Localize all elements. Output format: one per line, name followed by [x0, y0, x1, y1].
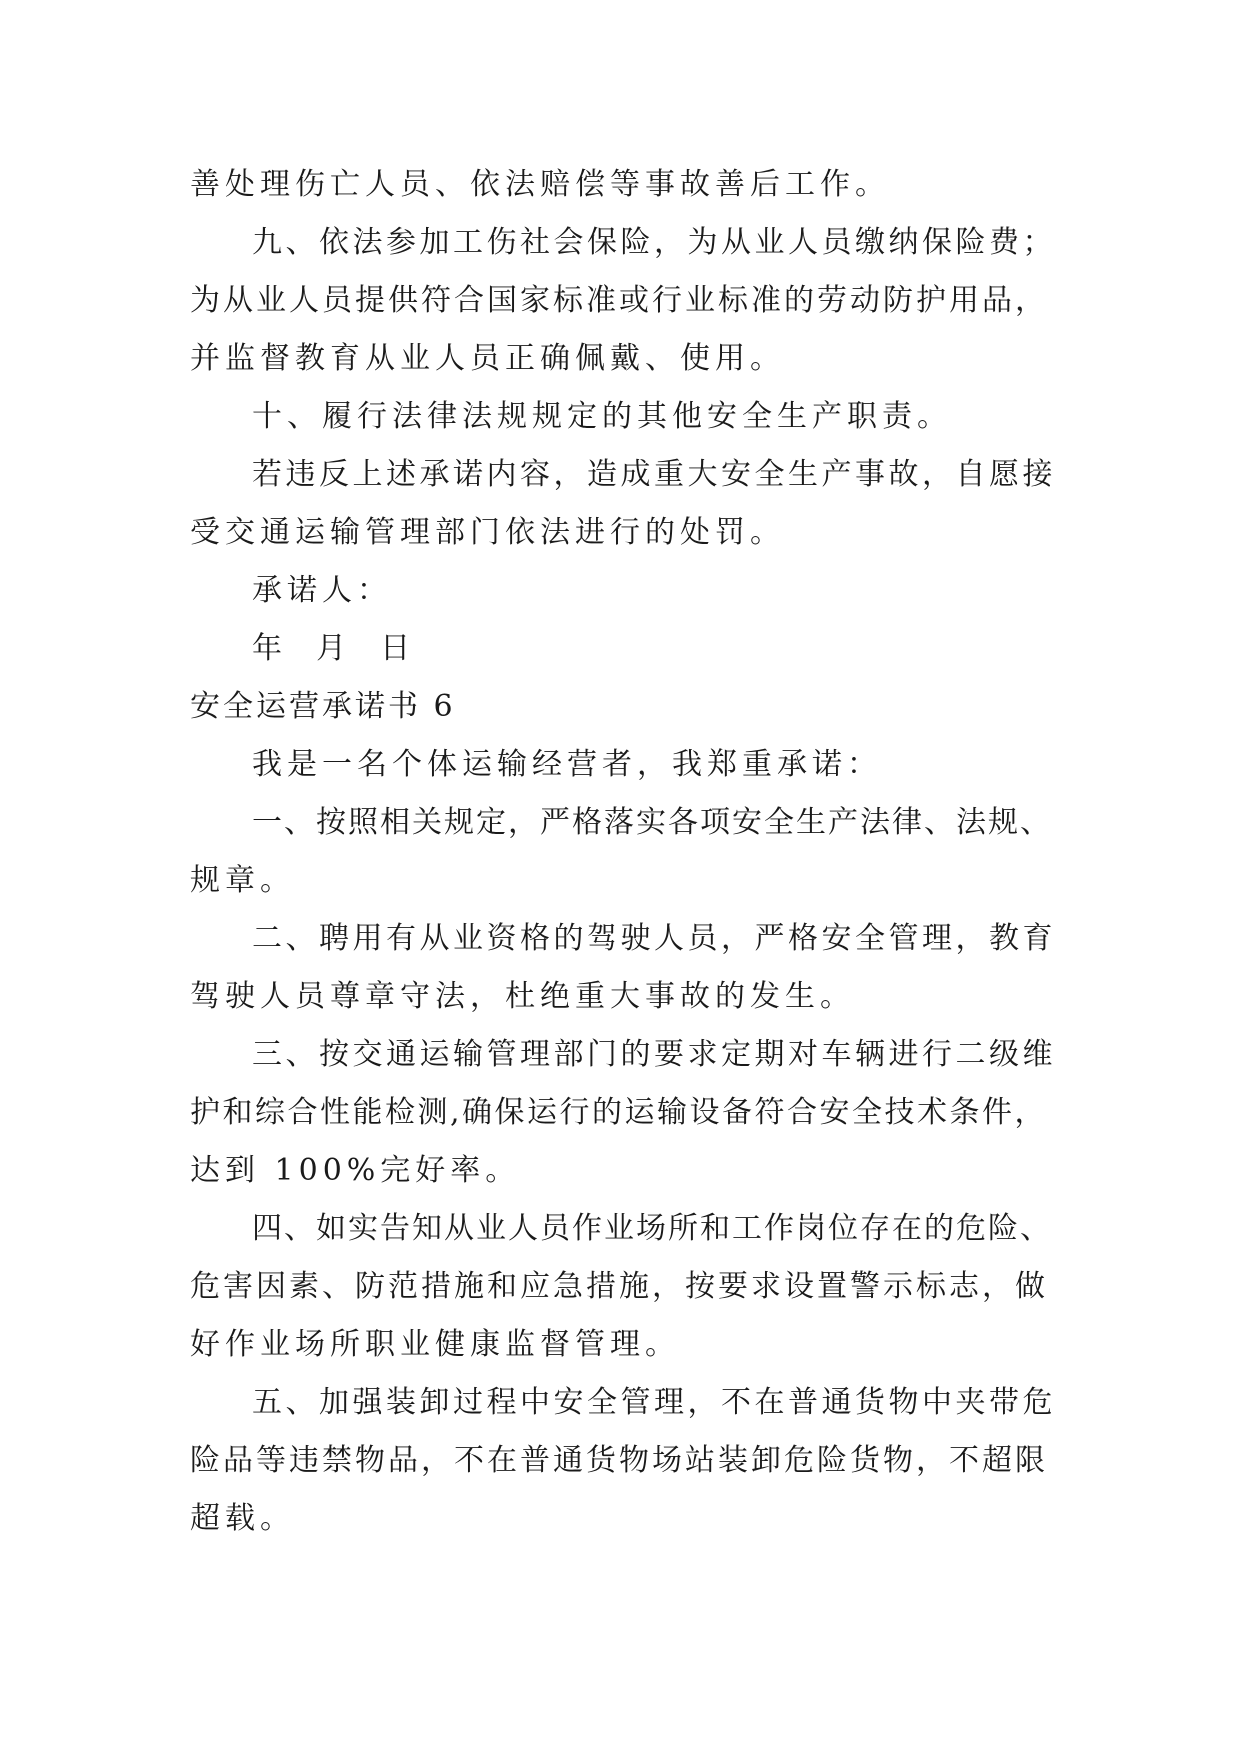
text-line: 我是一名个体运输经营者，我郑重承诺： — [252, 747, 882, 782]
text-line: 四、如实告知从业人员作业场所和工作岗位存在的危险、 — [252, 1211, 1052, 1246]
text-line: 一、按照相关规定，严格落实各项安全生产法律、法规、 — [252, 805, 1052, 840]
text-line: 受交通运输管理部门依法进行的处罚。 — [190, 515, 785, 550]
text-line: 九、依法参加工伤社会保险，为从业人员缴纳保险费； — [252, 225, 1056, 260]
text-line: 若违反上述承诺内容，造成重大安全生产事故，自愿接 — [252, 457, 1056, 492]
section-heading: 安全运营承诺书 6 — [190, 689, 456, 724]
date-line: 年 月 日 — [252, 631, 416, 666]
text-line: 险品等违禁物品，不在普通货物场站装卸危险货物，不超限 — [190, 1443, 1048, 1478]
signature-label: 承诺人： — [252, 573, 392, 608]
document-body — [190, 156, 1060, 1548]
text-line: 超载。 — [190, 1501, 295, 1536]
text-line: 驾驶人员尊章守法，杜绝重大事故的发生。 — [190, 979, 855, 1014]
text-line: 十、履行法律法规规定的其他安全生产职责。 — [252, 399, 952, 434]
text-line: 五、加强装卸过程中安全管理，不在普通货物中夹带危 — [252, 1385, 1056, 1420]
text-line: 并监督教育从业人员正确佩戴、使用。 — [190, 341, 785, 376]
text-line: 为从业人员提供符合国家标准或行业标准的劳动防护用品， — [190, 283, 1048, 318]
text-line: 护和综合性能检测,确保运行的运输设备符合安全技术条件， — [190, 1095, 1048, 1130]
text-line: 善处理伤亡人员、依法赔偿等事故善后工作。 — [190, 167, 890, 202]
text-line: 规章。 — [190, 863, 295, 898]
text-line: 危害因素、防范措施和应急措施，按要求设置警示标志，做 — [190, 1269, 1048, 1304]
text-line: 达到 100%完好率。 — [190, 1153, 521, 1188]
text-line: 二、聘用有从业资格的驾驶人员，严格安全管理，教育 — [252, 921, 1056, 956]
text-line: 好作业场所职业健康监督管理。 — [190, 1327, 680, 1362]
text-line: 三、按交通运输管理部门的要求定期对车辆进行二级维 — [252, 1037, 1056, 1072]
